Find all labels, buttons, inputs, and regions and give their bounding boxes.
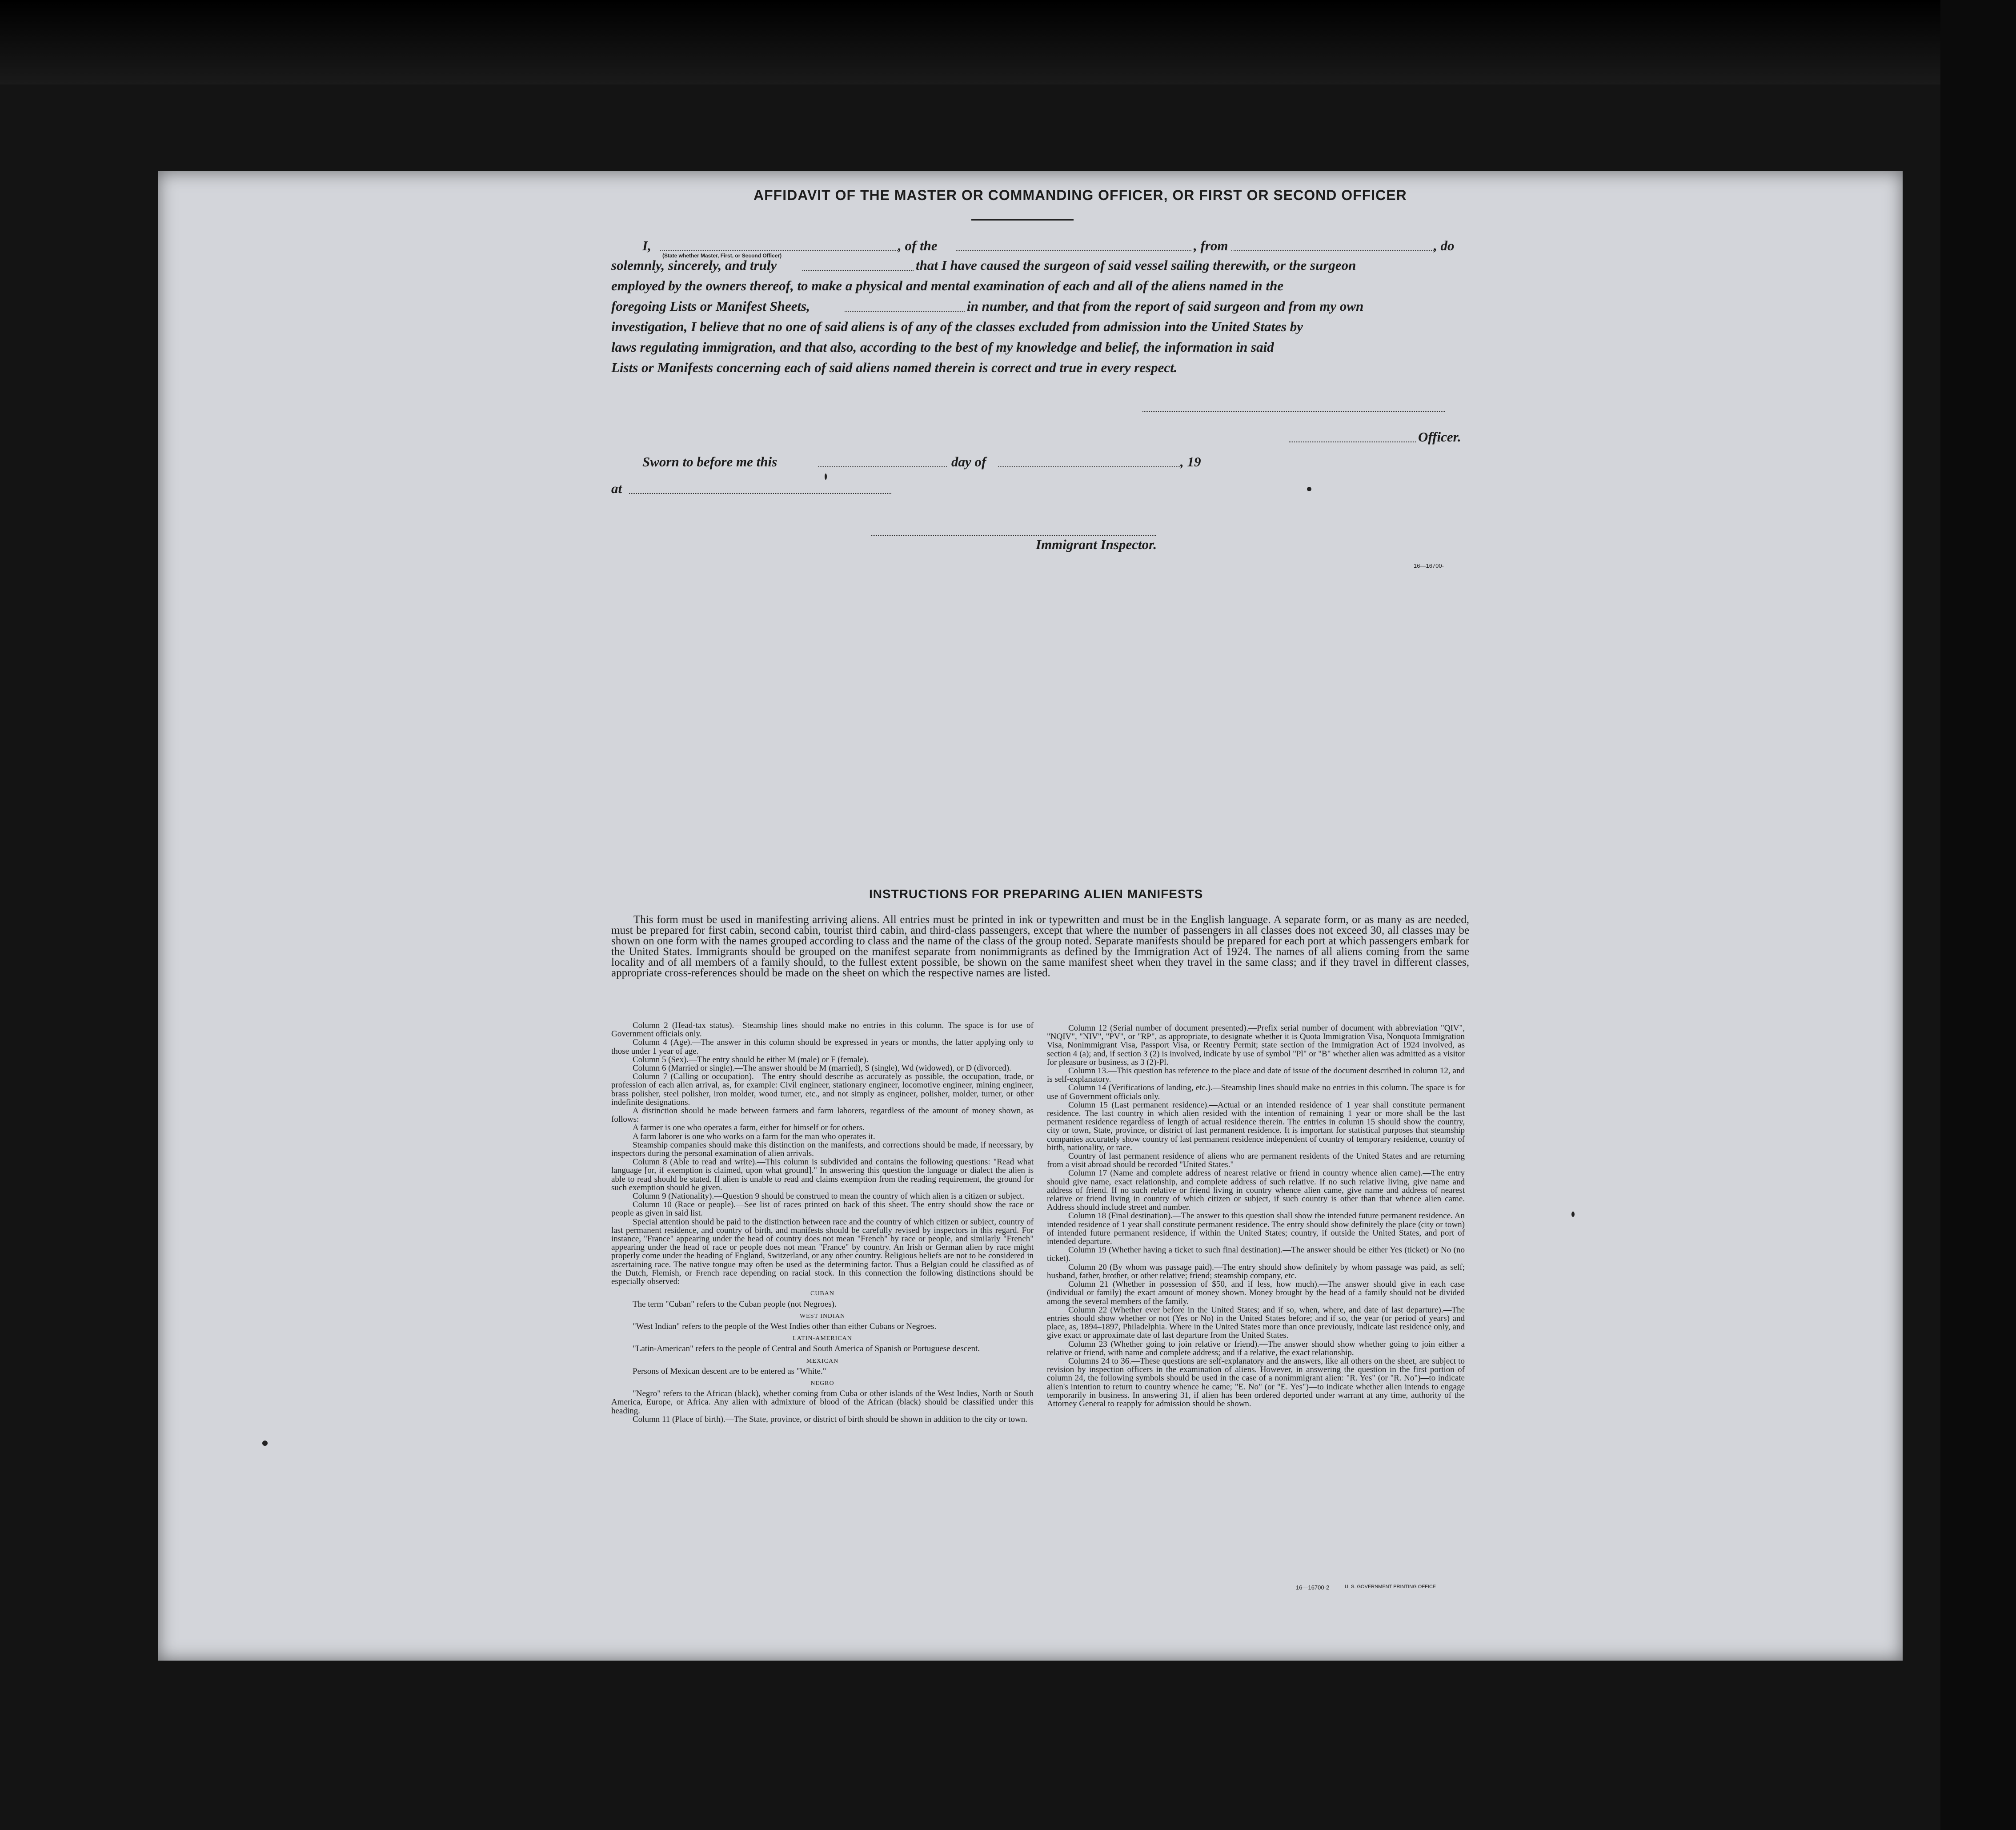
instructions-left-column [611,1021,1034,1424]
race-heading: NEGRO [810,1380,834,1387]
vessel-name-field[interactable] [956,250,1191,251]
instruction-paragraph: Column 11 (Place of birth).—The State, province, or district of birth should be shown in addition to the city or town. [633,1414,1027,1424]
instruction-paragraph: Column 13.—This question has reference to the place and date of issue of the document described in column 12, and is self-explanatory. [1047,1066,1465,1084]
affidavit-line3: employed by the owners thereof, to make a physical and mental examination of each and all of the aliens named in the [611,278,1284,293]
instructions-right-column [1047,1024,1465,1408]
officer-signature-line[interactable] [1142,411,1445,412]
instruction-paragraph: Column 22 (Whether ever before in the United States; and if so, when, where, and date of last departure).—The entries should show whether or not (Yes or No) in the United States before; and if so, the year (or period of years) and place, as, 1894–1897, Philadelphia. Where in the United States more than once previously, indicate last residence only, and give exact or approximate date of last departure from the United States. [1047,1305,1465,1340]
race-definition: Persons of Mexican descent are to be entered as "White." [633,1366,826,1376]
instruction-paragraph: Column 9 (Nationality).—Question 9 should be construed to mean the country of which alien is a citizen or subject. [633,1192,1025,1201]
year-label: , 19 [1180,454,1201,470]
footer-printer: U. S. GOVERNMENT PRINTING OFFICE [1345,1584,1436,1589]
race-heading: WEST INDIAN [799,1312,846,1320]
instruction-paragraph: Column 8 (Able to read and write).—This column is subdivided and contains the following questions: "Read what language [or, if exemption is claimed, upon what ground]." In answering this question the language or dialect the alien is able to read should be stated. If alien is unable to read and claims exemption from the reading requirement, the ground for such exemption should be given. [611,1157,1034,1192]
scan-speck [262,1441,268,1446]
instruction-paragraph: Column 19 (Whether having a ticket to such final destination).—The answer should be either Yes (ticket) or No (no ticket). [1047,1245,1465,1264]
race-heading: MEXICAN [806,1357,839,1364]
departure-port-field[interactable] [1231,250,1434,251]
instruction-paragraph: Column 18 (Final destination).—The answer to this question shall show the intended future permanent residence. An intended residence of 1 year shall constitute permanent residence. The entry should show definitely the place (city or town) of intended future permanent residence, if within the United States; country, if outside the United States, and port of intended departure. [1047,1211,1465,1247]
film-border-right [1940,0,2016,1830]
sworn-day-field[interactable] [818,466,947,467]
rank-field-note: (State whether Master, First, or Second Officer) [662,253,782,259]
instruction-paragraph: Column 17 (Name and complete address of nearest relative or friend in country whence alien came).—The entry should give name, exact relationship, and complete address of such relative. If no such relative living, give name and address of friend. If no such relative or friend living in country whence alien came, give name and address of nearest relative or friend living in country of which citizen or subject, if such country is other than that whence alien came. Address should include street and number. [1047,1168,1465,1212]
instruction-paragraph: Column 4 (Age).—The answer in this column should be expressed in years or months, the latter applying only to those under 1 year of age. [611,1038,1034,1056]
instruction-paragraph: Column 14 (Verifications of landing, etc.).—Steamship lines should make no entries in this column. The space is for use of Government officials only. [1047,1083,1465,1101]
instruction-paragraph: Column 21 (Whether in possession of $50, and if less, how much).—The answer should give in each case (individual or family) the exact amount of money shown. Money brought by the head of a family should not be divided among the several members of the family. [1047,1280,1465,1306]
sworn-label: Sworn to before me this [642,454,778,470]
scan-speck [1571,1212,1575,1217]
instruction-paragraph: Special attention should be paid to the distinction between race and the country of which citizen or subject, country of last permanent residence, and country of birth, and manifests should be carefully revised by inspectors in this regard. For instance, "France" appearing under the head of country does not mean "French" by race or people, and similarly "French" appearing under the head of race or people does not mean "France" by country. An Irish or German alien by race might properly come under the heading of England, Switzerland, or any other country. Religious beliefs are not to be considered in ascertaining race. The native tongue may often be used as the determining factor. Thus a Belgian could be classified as of the Dutch, Flemish, or French race depending on racial stock. In this connection the following distinctions should be especially observed: [611,1217,1034,1287]
affidavit-line4-end: in number, and that from the report of said surgeon and from my own [967,298,1364,314]
sworn-month-field[interactable] [998,466,1180,467]
instruction-paragraph: Column 12 (Serial number of document presented).—Prefix serial number of document with abbreviation "QIV", "NQIV", "NIV", "PV", or "RP", as appropriate, to designate whether it is Quota Immigration Visa, Nonquota Immigration Visa, Nonimmigrant Visa, Passport Visa, or Reentry Permit; state section of the Immigration Act of 1924 involved, as section 4 (a); and, if section 3 (2) is involved, indicate by use of symbol "Pl" or "B" whether alien was admitted as a visitor for pleasure or business, as 3 (2)-Pl. [1047,1023,1465,1067]
affidavit-line7: Lists or Manifests concerning each of said aliens named therein is correct and true in every respect. [611,360,1178,375]
instruction-paragraph: A distinction should be made between farmers and farm laborers, regardless of the amount of money shown, as follows: [611,1106,1034,1124]
instructions-intro [611,915,1469,979]
instruction-paragraph: Column 5 (Sex).—The entry should be either M (male) or F (female). [633,1055,869,1064]
race-definition: "Negro" refers to the African (black), whether coming from Cuba or other islands of the West Indies, North or South America, Europe, or Africa. Any alien with admixture of blood of the African (black) should be classified under this heading. [611,1389,1034,1416]
race-definition: "Latin-American" refers to the people of Central and South America of Spanish or Portuguese descent. [633,1344,980,1354]
instruction-paragraph: Steamship companies should make this distinction on the manifests, and corrections should be made, if necessary, by inspectors during the personal examination of alien arrivals. [611,1140,1034,1159]
officer-label: Officer. [1418,429,1461,445]
affidavit-form-code: 16—16700‑ [1414,562,1444,569]
race-definition: "West Indian" refers to the people of the West Indies other than either Cubans or Negroes. [633,1321,937,1331]
officer-rank-field[interactable] [660,250,898,251]
instruction-paragraph: Column 7 (Calling or occupation).—The entry should describe as accurately as possible, the occupation, trade, or profession of each alien arrival, as, for example: Civil engineer, stationary engineer, locomotive engineer, mining engineer, brass polisher, steel polisher, iron molder, wood turner, etc., and not simply as engineer, polisher, molder, turner, or other indefinite designations. [611,1072,1034,1107]
sworn-place-field[interactable] [629,493,891,494]
scan-speck [825,474,827,480]
scan-speck [1307,487,1311,491]
instruction-paragraph: Columns 24 to 36.—These questions are self-explanatory and the answers, like all others on the sheet, are subject to revision by inspection officers in the examination of aliens. However, in answering the question in the first portion of column 24, the following symbols should be used in the case of a nonimmigrant alien: "R. Yes" (or "R. No")—to indicate alien's intention to return to country whence he came; "E. No" (or "E. Yes")—to indicate whether alien intends to engage temporarily in business. In answering 31, if alien has been ordered deported under warrant at any time, authority of the Attorney General to reapply for admission should be shown. [1047,1356,1465,1409]
document-sheet [158,171,1903,1661]
affidavit-title: AFFIDAVIT OF THE MASTER OR COMMANDING OFFICER, OR FIRST OR SECOND OFFICER [753,187,1407,203]
inspector-signature-line[interactable] [871,535,1156,536]
day-of-label: day of [951,454,986,470]
affidavit-do: , do [1434,238,1455,253]
officer-rank-line[interactable] [1289,441,1416,442]
instruction-paragraph: A farm laborer is one who works on a farm for the man who operates it. [633,1132,875,1141]
affidavit-line2-end: that I have caused the surgeon of said vessel sailing therewith, or the surgeon [916,257,1356,273]
alien-count-field[interactable] [845,311,965,312]
instructions-title: INSTRUCTIONS FOR PREPARING ALIEN MANIFESTS [869,887,1203,901]
instruction-paragraph: Column 10 (Race or people).—See list of races printed on back of this sheet. The entry should show the race or people as given in said list. [611,1200,1034,1218]
at-label: at [611,481,622,496]
title-underline [971,219,1074,221]
intro-paragraph: This form must be used in manifesting arriving aliens. All entries must be printed in ink or typewritten and must be in the English language. A separate form, or as many as are needed, must be prepared for first cabin, second cabin, tourist third cabin, and third-class passengers, except that where the number of passengers in all classes does not exceed 30, all classes may be shown on one form with the names grouped according to class and the name of the class of the group noted. Separate manifests should be prepared for each port at which passengers embark for the United States. Immigrants should be grouped on the manifest separate from nonimmigrants as defined by the Immigration Act of 1924. The names of all aliens coming from the same locality and of all members of a family should, to the fullest extent possible, be shown on the same manifest sheet when they travel in the same class; and if they travel in different classes, appropriate cross-references should be made on the sheet on which the respective names are listed. [611,914,1469,979]
instruction-paragraph: Column 15 (Last permanent residence).—Actual or an intended residence of 1 year shall constitute permanent residence. The last country in which alien resided with the intention of remaining 1 year or more shall be the last permanent residence regardless of length of actual residence therein. The entries in column 15 should show the country, city or town, State, province, or district of last permanent residence. It is important for statistical purposes that steamship companies accurately show country of last permanent residence independent of country of temporary residence, country of birth, nationality, or race. [1047,1100,1465,1152]
affidavit-line5: investigation, I believe that no one of said aliens is of any of the classes excluded from admission into the United States by [611,319,1303,334]
instruction-paragraph: Column 23 (Whether going to join relative or friend).—The answer should show whether going to join either a relative or friend, with name and complete address; and if a relative, the exact relationship. [1047,1339,1465,1357]
affidavit-line2-start: solemnly, sincerely, and truly [611,257,777,273]
footer-form-code: 16—16700‑2 [1296,1584,1330,1591]
race-heading: CUBAN [810,1290,834,1297]
race-heading: LATIN-AMERICAN [793,1335,852,1342]
instruction-paragraph: Column 2 (Head-tax status).—Steamship lines should make no entries in this column. The space is for use of Government officials only. [611,1021,1034,1039]
race-definition: The term "Cuban" refers to the Cuban people (not Negroes). [633,1299,837,1309]
film-border-top [0,0,2016,84]
affidavit-line6: laws regulating immigration, and that also, according to the best of my knowledge and belief, the information in said [611,339,1274,355]
affidavit-of-the: , of the [898,238,938,253]
instruction-paragraph: Country of last permanent residence of aliens who are permanent residents of the United States and are returning from a visit abroad should be recorded "United States." [1047,1152,1465,1170]
affidavit-i: I, [642,238,651,253]
affidavit-from: , from [1194,238,1228,253]
instruction-paragraph: A farmer is one who operates a farm, either for himself or for others. [633,1123,865,1133]
inspector-label: Immigrant Inspector. [1036,537,1157,552]
solemnity-field[interactable] [802,270,914,271]
affidavit-line4-start: foregoing Lists or Manifest Sheets, [611,298,810,314]
instruction-paragraph: Column 6 (Married or single).—The answer should be M (married), S (single), Wd (widowed), or D (divorced). [633,1063,1011,1073]
instruction-paragraph: Column 20 (By whom was passage paid).—The entry should show definitely by whom passage was paid, as self; husband, father, brother, or other relative; friend; steamship company, etc. [1047,1262,1465,1280]
